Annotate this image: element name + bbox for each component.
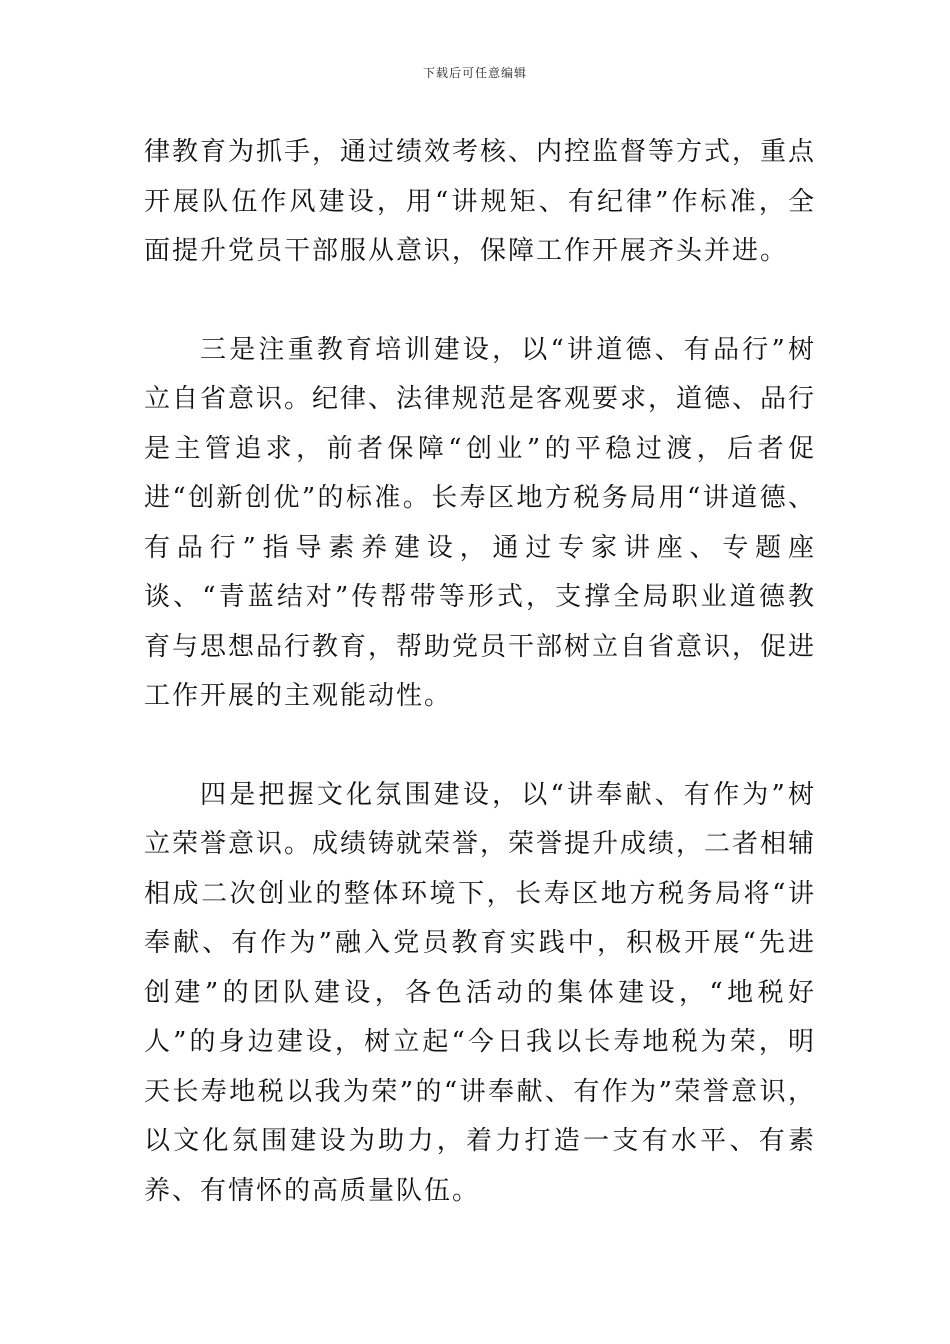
page-header: 下载后可任意编辑 bbox=[422, 66, 527, 80]
paragraph-education-training: 三是注重教育培训建设，以“讲道德、有品行”树立自省意识。纪律、法律规范是客观要求，道德、品行是主管追求，前者保障“创业”的平稳过渡，后者促进“创新创优”的标准。长寿区地方税务局用“讲道德、有品行”指导素养建设，通过专家讲座、专题座谈、“青蓝结对”传帮带等形式，支撑全局职业道德教育与思想品行教育，帮助党员干部树立自省意识，促进工作开展的主观能动性。 bbox=[144, 334, 817, 711]
document-body bbox=[144, 128, 816, 1216]
paragraph-culture-atmosphere: 四是把握文化氛围建设，以“讲奉献、有作为”树立荣誉意识。成绩铸就荣誉，荣誉提升成绩，二者相辅相成二次创业的整体环境下，长寿区地方税务局将“讲奉献、有作为”融入党员教育实践中，积极开展“先进创建”的团队建设，各色活动的集体建设，“地税好人”的身边建设，树立起“今日我以长寿地税为荣，明天长寿地税以我为荣”的“讲奉献、有作为”荣誉意识，以文化氛围建设为助力，着力打造一支有水平、有素养、有情怀的高质量队伍。 bbox=[144, 779, 817, 1206]
paragraph-continuation: 律教育为抓手，通过绩效考核、内控监督等方式，重点开展队伍作风建设，用“讲规矩、有纪律”作标准，全面提升党员干部服从意识，保障工作开展齐头并进。 bbox=[144, 137, 817, 266]
